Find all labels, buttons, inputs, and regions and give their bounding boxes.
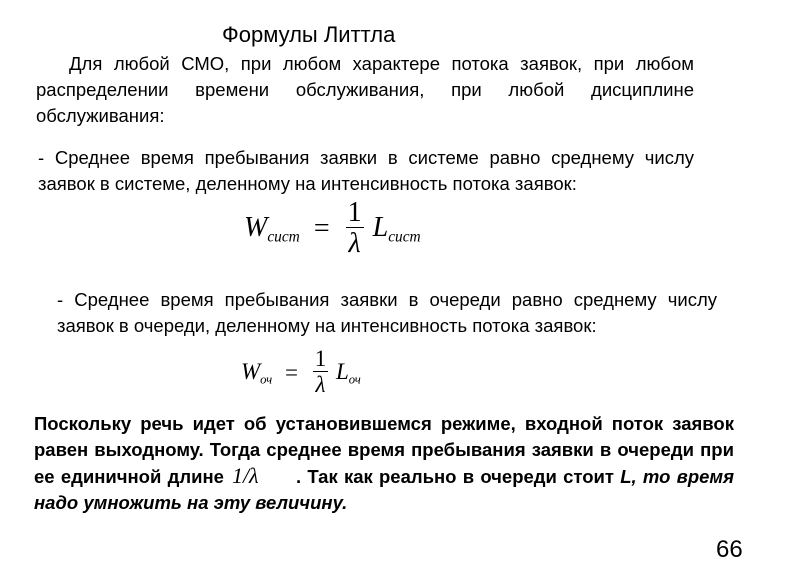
inline-formula-one-over-lambda: 1/λ — [231, 463, 259, 488]
equals-sign: = — [284, 359, 298, 385]
subscript-queue: оч — [348, 372, 361, 386]
formula-system-time — [244, 198, 421, 268]
page-number: 66 — [716, 536, 743, 563]
conclusion-paragraph — [34, 411, 734, 516]
intro-paragraph — [36, 51, 694, 129]
symbol-w: W — [241, 358, 261, 384]
symbol-l: L — [335, 358, 349, 384]
formula-l-system — [373, 212, 421, 246]
fraction-one-over-lambda — [313, 347, 329, 399]
fraction-numerator: 1 — [314, 346, 327, 371]
subscript-system: сист — [388, 228, 421, 246]
fraction-one-over-lambda — [346, 198, 364, 261]
symbol-l: L — [372, 212, 389, 244]
conclusion-text-1: Поскольку речь идет об установившемся режиме, входной поток заявок равен выходному. Тогда среднее время пребывания заявки в очереди при ее единичной длине — [34, 413, 734, 487]
conclusion-text-2: . Так как реально в очереди стоит — [295, 466, 614, 487]
equals-sign: = — [313, 213, 330, 245]
fraction-denominator-lambda: λ — [313, 371, 329, 398]
queue-time-paragraph: - Среднее время пребывания заявки в очереди равно среднему числу заявок в очереди, деленному на интенсивность потока заявок: — [57, 289, 717, 336]
formula-queue-time — [241, 347, 361, 405]
slide-title: Формулы Литтла — [222, 22, 396, 47]
fraction-numerator: 1 — [347, 197, 362, 228]
subscript-queue: оч — [260, 372, 273, 386]
intro-text: Для любой СМО, при любом характере потока заявок, при любом распределении времени обслуживания, при любой дисциплине обслуживания: — [36, 53, 694, 126]
subscript-system: сист — [267, 228, 300, 246]
conclusion-text-3: L, то время надо умножить на эту величину. — [34, 466, 735, 513]
symbol-w: W — [244, 212, 268, 244]
formula-w-system — [244, 212, 300, 246]
system-time-paragraph: - Среднее время пребывания заявки в системе равно среднему числу заявок в системе, деленному на интенсивность потока заявок: — [38, 147, 694, 194]
fraction-denominator-lambda: λ — [346, 227, 364, 260]
formula-w-queue — [241, 359, 272, 387]
formula-l-queue — [336, 359, 361, 387]
